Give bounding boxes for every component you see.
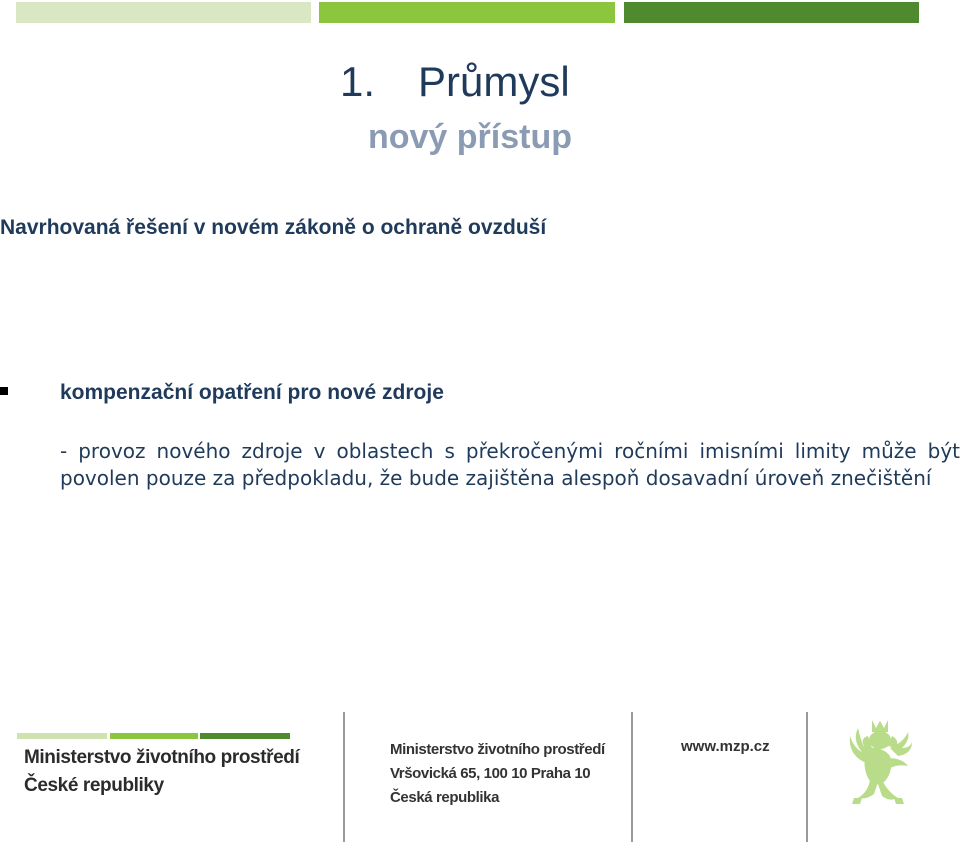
slide-subtitle: nový přístup (367, 118, 573, 156)
slide-number: 1. (340, 58, 376, 105)
footer-address (390, 738, 605, 810)
section-heading: Navrhovaná řešení v novém zákoně o ochraně ovzduší (0, 216, 547, 239)
header-bar-light (16, 2, 311, 23)
footer-divider (806, 712, 808, 842)
footer-bar-dark (200, 733, 290, 739)
bullet-body-text: - provoz nového zdroje v oblastech s překročenými ročními imisními limity může být povolen pouze za předpokladu, že bude zajištěna alespoň dosavadní úroveň znečištění (60, 439, 960, 490)
slide-title-text: Průmysl (418, 58, 570, 105)
footer-bar-light (17, 733, 107, 739)
address-line3: Česká republika (390, 789, 500, 806)
footer-divider (631, 712, 633, 842)
czech-lion-icon (838, 718, 918, 810)
footer-bar-medium (110, 733, 198, 739)
ministry-logo-line2: České republiky (24, 775, 164, 796)
address-line2: Vršovická 65, 100 10 Praha 10 (390, 765, 591, 782)
header-bar-medium (319, 2, 615, 23)
slide-title (340, 58, 600, 106)
ministry-logo (24, 744, 299, 800)
footer-divider (343, 712, 345, 842)
header-bar-dark (624, 2, 919, 23)
address-line1: Ministerstvo životního prostředí (390, 741, 605, 758)
bullet-label: kompenzační opatření pro nové zdroje (60, 381, 444, 404)
ministry-logo-line1: Ministerstvo životního prostředí (24, 747, 300, 768)
footer-website[interactable]: www.mzp.cz (681, 738, 770, 755)
square-bullet-icon (0, 387, 8, 395)
